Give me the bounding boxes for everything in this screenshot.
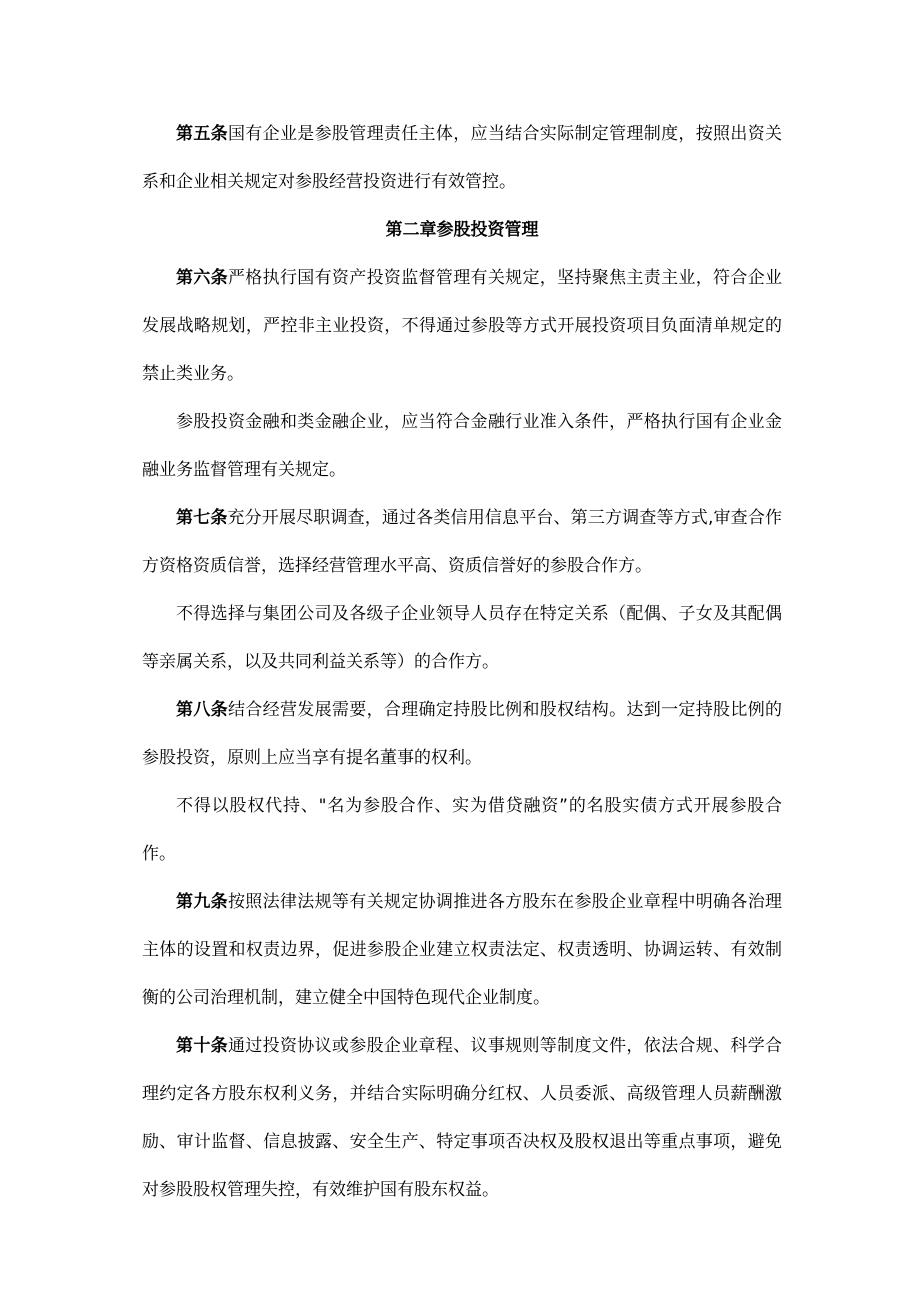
article-text: 结合经营发展需要，合理确定持股比例和股权结构。达到一定持股比例的参股投资，原则上应当享有提名董事的权利。 (142, 700, 783, 768)
article-text: 参股投资金融和类金融企业，应当符合金融行业准入条件，严格执行国有企业金融业务监督管理有关规定。 (142, 412, 782, 480)
article-6-paragraph (142, 254, 782, 398)
chapter-heading: 第二章参股投资管理 (385, 220, 539, 240)
article-10-paragraph (142, 1022, 782, 1214)
article-number: 第九条 (176, 892, 228, 912)
article-5-paragraph (142, 110, 782, 206)
article-number: 第十条 (176, 1036, 228, 1056)
article-number: 第七条 (176, 508, 228, 528)
article-number: 第六条 (176, 268, 228, 288)
article-number: 第八条 (176, 700, 228, 720)
document-body (142, 110, 782, 1214)
article-text: 按照法律法规等有关规定协调推进各方股东在参股企业章程中明确各治理主体的设置和权责边界，促进参股企业建立权责法定、权责透明、协调运转、有效制衡的公司治理机制，建立健全中国特色现代企业制度。 (142, 892, 783, 1008)
article-text: 不得以股权代持、"名为参股合作、实为借贷融资”的名股实债方式开展参股合作。 (142, 796, 782, 864)
article-6-continuation (142, 398, 782, 494)
article-text: 充分开展尽职调查，通过各类信用信息平台、第三方调查等方式,审查合作方资格资质信誉，选择经营管理水平高、资质信誉好的参股合作方。 (142, 508, 783, 576)
article-text: 国有企业是参股管理责任主体，应当结合实际制定管理制度，按照出资关系和企业相关规定对参股经营投资进行有效管控。 (142, 124, 783, 192)
article-9-paragraph (142, 878, 782, 1022)
article-text: 严格执行国有资产投资监督管理有关规定，坚持聚焦主责主业，符合企业发展战略规划，严控非主业投资，不得通过参股等方式开展投资项目负面清单规定的禁止类业务。 (142, 268, 783, 384)
article-number: 第五条 (176, 124, 228, 144)
article-8-continuation (142, 782, 782, 878)
article-7-continuation (142, 590, 782, 686)
article-text: 通过投资协议或参股企业章程、议事规则等制度文件，依法合规、科学合理约定各方股东权利义务，并结合实际明确分红权、人员委派、高级管理人员薪酬激励、审计监督、信息披露、安全生产、特定事项否决权及股权退出等重点事项，避免对参股股权管理失控，有效维护国有股东权益。 (142, 1036, 783, 1200)
article-text: 不得选择与集团公司及各级子企业领导人员存在特定关系（配偶、子女及其配偶等亲属关系，以及共同利益关系等）的合作方。 (142, 604, 782, 672)
article-8-paragraph (142, 686, 782, 782)
article-7-paragraph (142, 494, 782, 590)
